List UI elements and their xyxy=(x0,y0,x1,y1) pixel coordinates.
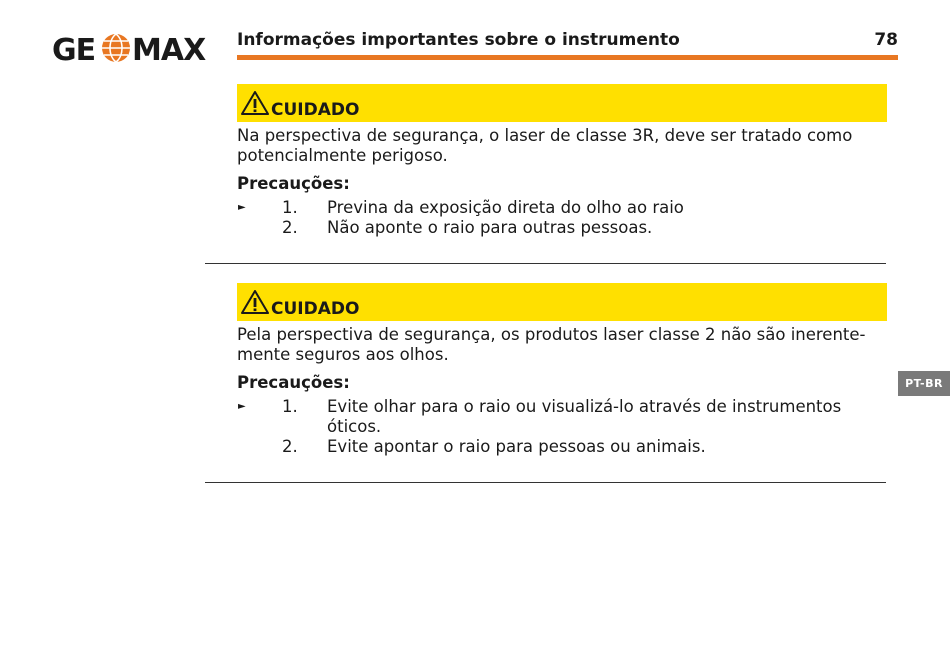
precautions-list xyxy=(237,198,887,238)
precautions-label: Precauções: xyxy=(237,174,350,193)
language-tab[interactable]: PT-BR xyxy=(898,371,950,396)
precautions-label: Precauções: xyxy=(237,373,350,392)
warning-text: Na perspectiva de segurança, o laser de classe 3R, deve ser tratado como potencialmente perigoso. xyxy=(237,126,853,165)
warning-banner xyxy=(237,84,887,122)
precautions-list xyxy=(237,397,887,457)
warning-triangle-icon xyxy=(241,90,269,116)
bullet-icon: ► xyxy=(238,401,246,412)
list-item: 1. Previna da exposição direta do olho ao raio xyxy=(282,198,684,217)
bullet-icon: ► xyxy=(238,202,246,213)
logo-globe-icon xyxy=(102,34,130,62)
list-item: 2. Não aponte o raio para outras pessoas. xyxy=(282,218,653,237)
list-item: 1. Evite olhar para o raio ou visualizá-lo através de instrumentos óticos. xyxy=(282,397,842,436)
header-rule xyxy=(237,55,898,60)
warning-triangle-icon xyxy=(241,289,269,315)
warning-title: CUIDADO xyxy=(271,299,360,319)
page-number: 78 xyxy=(874,30,898,50)
svg-text:MAX: MAX xyxy=(132,33,206,64)
warning-block-1 xyxy=(237,84,887,238)
warning-text: Pela perspectiva de segurança, os produtos laser classe 2 não são inerente-mente seguros aos olhos. xyxy=(237,325,866,364)
warning-title: CUIDADO xyxy=(271,100,360,120)
svg-text:GE: GE xyxy=(52,33,96,64)
warning-banner xyxy=(237,283,887,321)
list-item: 2. Evite apontar o raio para pessoas ou animais. xyxy=(282,437,706,456)
geomax-logo xyxy=(52,32,218,64)
header-title: Informações importantes sobre o instrumento xyxy=(237,30,680,50)
section-divider xyxy=(205,482,886,483)
warning-block-2 xyxy=(237,283,887,457)
section-divider xyxy=(205,263,886,264)
